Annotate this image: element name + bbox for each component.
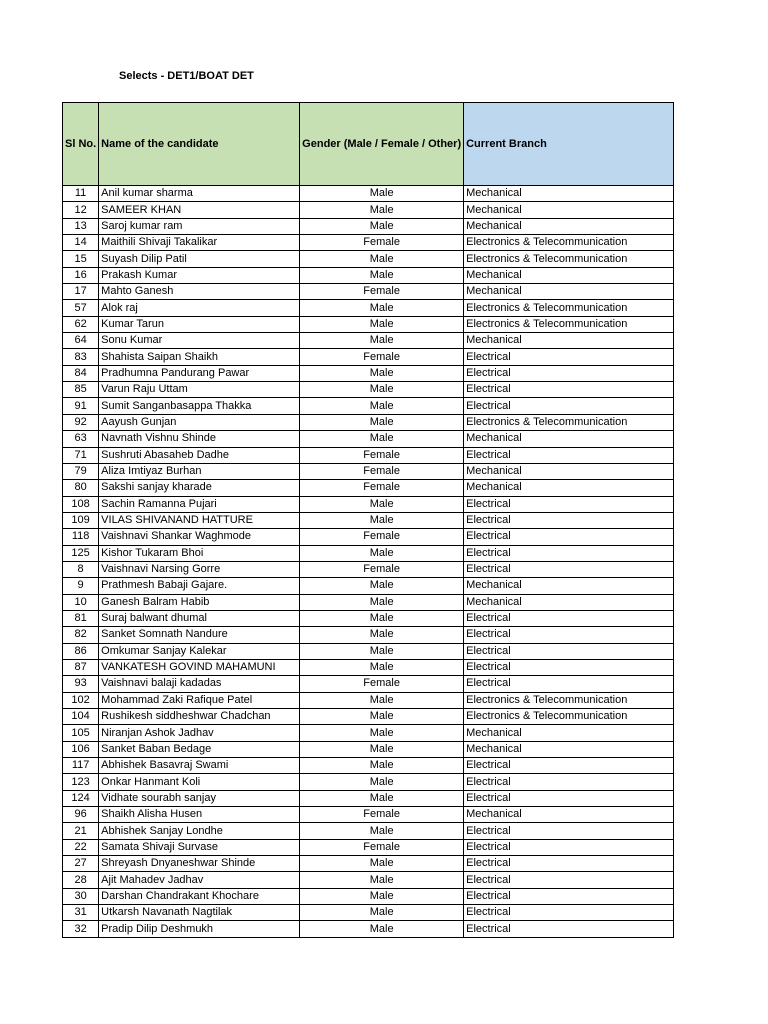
cell-gender: Male xyxy=(300,545,464,561)
cell-sl-no: 13 xyxy=(63,218,99,234)
table-row xyxy=(63,758,674,774)
cell-candidate-name: Sakshi sanjay kharade xyxy=(99,480,300,496)
cell-current-branch: Mechanical xyxy=(464,267,674,283)
cell-gender: Male xyxy=(300,627,464,643)
cell-gender: Female xyxy=(300,349,464,365)
table-row xyxy=(63,839,674,855)
table-row xyxy=(63,414,674,430)
cell-candidate-name: Saroj kumar ram xyxy=(99,218,300,234)
cell-candidate-name: Alok raj xyxy=(99,300,300,316)
cell-candidate-name: Sushruti Abasaheb Dadhe xyxy=(99,447,300,463)
cell-candidate-name: Utkarsh Navanath Nagtilak xyxy=(99,905,300,921)
cell-sl-no: 82 xyxy=(63,627,99,643)
cell-current-branch: Electrical xyxy=(464,758,674,774)
cell-candidate-name: Shaikh Alisha Husen xyxy=(99,807,300,823)
table-row xyxy=(63,888,674,904)
table-row xyxy=(63,202,674,218)
cell-current-branch: Mechanical xyxy=(464,725,674,741)
cell-sl-no: 32 xyxy=(63,921,99,937)
cell-gender: Female xyxy=(300,480,464,496)
header-sl-no: Sl No. xyxy=(63,103,99,186)
cell-gender: Male xyxy=(300,790,464,806)
table-row xyxy=(63,594,674,610)
table-row xyxy=(63,267,674,283)
cell-gender: Male xyxy=(300,365,464,381)
table-row xyxy=(63,235,674,251)
cell-sl-no: 91 xyxy=(63,398,99,414)
table-row xyxy=(63,300,674,316)
cell-sl-no: 81 xyxy=(63,610,99,626)
cell-gender: Male xyxy=(300,398,464,414)
cell-candidate-name: Shahista Saipan Shaikh xyxy=(99,349,300,365)
cell-candidate-name: VILAS SHIVANAND HATTURE xyxy=(99,512,300,528)
cell-candidate-name: Darshan Chandrakant Khochare xyxy=(99,888,300,904)
cell-current-branch: Electronics & Telecommunication xyxy=(464,709,674,725)
table-row xyxy=(63,349,674,365)
cell-candidate-name: Sachin Ramanna Pujari xyxy=(99,496,300,512)
cell-sl-no: 102 xyxy=(63,692,99,708)
cell-gender: Male xyxy=(300,872,464,888)
cell-current-branch: Electrical xyxy=(464,921,674,937)
cell-current-branch: Electrical xyxy=(464,610,674,626)
cell-current-branch: Electrical xyxy=(464,496,674,512)
cell-candidate-name: Sanket Baban Bedage xyxy=(99,741,300,757)
cell-current-branch: Mechanical xyxy=(464,741,674,757)
cell-gender: Male xyxy=(300,382,464,398)
table-row xyxy=(63,774,674,790)
cell-gender: Female xyxy=(300,676,464,692)
table-row xyxy=(63,529,674,545)
cell-candidate-name: Vaishnavi balaji kadadas xyxy=(99,676,300,692)
cell-gender: Male xyxy=(300,888,464,904)
cell-current-branch: Electrical xyxy=(464,545,674,561)
cell-sl-no: 10 xyxy=(63,594,99,610)
cell-gender: Male xyxy=(300,594,464,610)
cell-sl-no: 21 xyxy=(63,823,99,839)
cell-current-branch: Mechanical xyxy=(464,431,674,447)
cell-gender: Male xyxy=(300,856,464,872)
cell-sl-no: 93 xyxy=(63,676,99,692)
cell-gender: Male xyxy=(300,709,464,725)
cell-sl-no: 83 xyxy=(63,349,99,365)
cell-gender: Male xyxy=(300,774,464,790)
cell-gender: Male xyxy=(300,725,464,741)
cell-gender: Female xyxy=(300,284,464,300)
table-row xyxy=(63,512,674,528)
cell-sl-no: 22 xyxy=(63,839,99,855)
cell-sl-no: 84 xyxy=(63,365,99,381)
cell-candidate-name: Vaishnavi Shankar Waghmode xyxy=(99,529,300,545)
cell-gender: Male xyxy=(300,267,464,283)
cell-sl-no: 9 xyxy=(63,578,99,594)
cell-candidate-name: Omkumar Sanjay Kalekar xyxy=(99,643,300,659)
cell-current-branch: Mechanical xyxy=(464,284,674,300)
cell-gender: Male xyxy=(300,333,464,349)
cell-gender: Male xyxy=(300,218,464,234)
cell-gender: Male xyxy=(300,659,464,675)
cell-candidate-name: Ajit Mahadev Jadhav xyxy=(99,872,300,888)
table-row xyxy=(63,365,674,381)
cell-candidate-name: Samata Shivaji Survase xyxy=(99,839,300,855)
cell-sl-no: 108 xyxy=(63,496,99,512)
cell-current-branch: Mechanical xyxy=(464,594,674,610)
header-row xyxy=(63,103,674,186)
cell-current-branch: Electrical xyxy=(464,447,674,463)
cell-gender: Female xyxy=(300,463,464,479)
cell-sl-no: 64 xyxy=(63,333,99,349)
cell-current-branch: Electronics & Telecommunication xyxy=(464,414,674,430)
cell-sl-no: 15 xyxy=(63,251,99,267)
cell-gender: Male xyxy=(300,251,464,267)
cell-gender: Male xyxy=(300,610,464,626)
cell-current-branch: Electrical xyxy=(464,774,674,790)
table-row xyxy=(63,610,674,626)
cell-sl-no: 17 xyxy=(63,284,99,300)
cell-current-branch: Mechanical xyxy=(464,186,674,202)
table-row xyxy=(63,431,674,447)
cell-sl-no: 11 xyxy=(63,186,99,202)
cell-sl-no: 8 xyxy=(63,561,99,577)
cell-gender: Male xyxy=(300,414,464,430)
cell-current-branch: Electrical xyxy=(464,905,674,921)
cell-gender: Male xyxy=(300,758,464,774)
table-row xyxy=(63,480,674,496)
cell-candidate-name: Abhishek Sanjay Londhe xyxy=(99,823,300,839)
cell-candidate-name: Niranjan Ashok Jadhav xyxy=(99,725,300,741)
cell-candidate-name: Rushikesh siddheshwar Chadchan xyxy=(99,709,300,725)
table-row xyxy=(63,578,674,594)
cell-current-branch: Electrical xyxy=(464,676,674,692)
header-current-branch: Current Branch xyxy=(464,103,674,186)
cell-current-branch: Mechanical xyxy=(464,463,674,479)
table-row xyxy=(63,856,674,872)
table-row xyxy=(63,561,674,577)
cell-current-branch: Electrical xyxy=(464,561,674,577)
table-row xyxy=(63,398,674,414)
cell-current-branch: Electrical xyxy=(464,790,674,806)
cell-sl-no: 92 xyxy=(63,414,99,430)
cell-current-branch: Electrical xyxy=(464,823,674,839)
cell-sl-no: 124 xyxy=(63,790,99,806)
cell-candidate-name: Mohammad Zaki Rafique Patel xyxy=(99,692,300,708)
table-row xyxy=(63,284,674,300)
cell-current-branch: Electronics & Telecommunication xyxy=(464,235,674,251)
table-row xyxy=(63,725,674,741)
cell-candidate-name: Mahto Ganesh xyxy=(99,284,300,300)
cell-candidate-name: Sanket Somnath Nandure xyxy=(99,627,300,643)
cell-candidate-name: Aayush Gunjan xyxy=(99,414,300,430)
header-gender: Gender (Male / Female / Other) xyxy=(300,103,464,186)
cell-gender: Male xyxy=(300,431,464,447)
table-row xyxy=(63,496,674,512)
cell-sl-no: 106 xyxy=(63,741,99,757)
table-body xyxy=(63,186,674,938)
cell-current-branch: Electrical xyxy=(464,529,674,545)
cell-sl-no: 109 xyxy=(63,512,99,528)
cell-gender: Male xyxy=(300,578,464,594)
cell-gender: Male xyxy=(300,496,464,512)
cell-current-branch: Electrical xyxy=(464,382,674,398)
cell-candidate-name: Anil kumar sharma xyxy=(99,186,300,202)
cell-gender: Female xyxy=(300,235,464,251)
cell-sl-no: 16 xyxy=(63,267,99,283)
cell-sl-no: 123 xyxy=(63,774,99,790)
cell-gender: Male xyxy=(300,316,464,332)
cell-candidate-name: Aliza Imtiyaz Burhan xyxy=(99,463,300,479)
cell-candidate-name: Kishor Tukaram Bhoi xyxy=(99,545,300,561)
cell-sl-no: 79 xyxy=(63,463,99,479)
cell-candidate-name: SAMEER KHAN xyxy=(99,202,300,218)
cell-candidate-name: Prathmesh Babaji Gajare. xyxy=(99,578,300,594)
cell-sl-no: 117 xyxy=(63,758,99,774)
cell-current-branch: Mechanical xyxy=(464,333,674,349)
cell-sl-no: 87 xyxy=(63,659,99,675)
cell-current-branch: Electrical xyxy=(464,872,674,888)
cell-candidate-name: Kumar Tarun xyxy=(99,316,300,332)
table-row xyxy=(63,905,674,921)
cell-gender: Female xyxy=(300,839,464,855)
cell-current-branch: Mechanical xyxy=(464,578,674,594)
cell-candidate-name: Sumit Sanganbasappa Thakka xyxy=(99,398,300,414)
cell-current-branch: Electrical xyxy=(464,398,674,414)
table-row xyxy=(63,659,674,675)
candidates-table xyxy=(62,102,674,938)
cell-candidate-name: VANKATESH GOVIND MAHAMUNI xyxy=(99,659,300,675)
cell-current-branch: Electronics & Telecommunication xyxy=(464,251,674,267)
cell-current-branch: Electrical xyxy=(464,627,674,643)
cell-gender: Male xyxy=(300,643,464,659)
cell-sl-no: 63 xyxy=(63,431,99,447)
cell-gender: Female xyxy=(300,529,464,545)
table-row xyxy=(63,872,674,888)
cell-current-branch: Electrical xyxy=(464,856,674,872)
cell-candidate-name: Vaishnavi Narsing Gorre xyxy=(99,561,300,577)
cell-candidate-name: Shreyash Dnyaneshwar Shinde xyxy=(99,856,300,872)
header-name: Name of the candidate xyxy=(99,103,300,186)
cell-gender: Female xyxy=(300,561,464,577)
cell-current-branch: Electrical xyxy=(464,839,674,855)
cell-current-branch: Electronics & Telecommunication xyxy=(464,316,674,332)
cell-candidate-name: Suraj balwant dhumal xyxy=(99,610,300,626)
table-row xyxy=(63,921,674,937)
cell-gender: Male xyxy=(300,202,464,218)
cell-candidate-name: Suyash Dilip Patil xyxy=(99,251,300,267)
cell-sl-no: 96 xyxy=(63,807,99,823)
cell-sl-no: 62 xyxy=(63,316,99,332)
table-row xyxy=(63,186,674,202)
cell-current-branch: Electrical xyxy=(464,659,674,675)
table-row xyxy=(63,447,674,463)
cell-sl-no: 57 xyxy=(63,300,99,316)
table-row xyxy=(63,709,674,725)
cell-gender: Male xyxy=(300,741,464,757)
cell-candidate-name: Navnath Vishnu Shinde xyxy=(99,431,300,447)
table-row xyxy=(63,676,674,692)
table-row xyxy=(63,463,674,479)
cell-current-branch: Mechanical xyxy=(464,218,674,234)
cell-sl-no: 30 xyxy=(63,888,99,904)
cell-gender: Female xyxy=(300,447,464,463)
cell-gender: Male xyxy=(300,921,464,937)
cell-candidate-name: Ganesh Balram Habib xyxy=(99,594,300,610)
cell-current-branch: Electrical xyxy=(464,643,674,659)
table-row xyxy=(63,333,674,349)
table-row xyxy=(63,218,674,234)
cell-sl-no: 125 xyxy=(63,545,99,561)
cell-current-branch: Electrical xyxy=(464,365,674,381)
table-row xyxy=(63,627,674,643)
table-row xyxy=(63,807,674,823)
table-row xyxy=(63,316,674,332)
cell-sl-no: 14 xyxy=(63,235,99,251)
cell-gender: Male xyxy=(300,512,464,528)
table-row xyxy=(63,790,674,806)
cell-candidate-name: Prakash Kumar xyxy=(99,267,300,283)
cell-sl-no: 105 xyxy=(63,725,99,741)
cell-candidate-name: Onkar Hanmant Koli xyxy=(99,774,300,790)
cell-candidate-name: Vidhate sourabh sanjay xyxy=(99,790,300,806)
cell-current-branch: Electronics & Telecommunication xyxy=(464,692,674,708)
cell-sl-no: 85 xyxy=(63,382,99,398)
table-row xyxy=(63,251,674,267)
cell-candidate-name: Abhishek Basavraj Swami xyxy=(99,758,300,774)
table-row xyxy=(63,545,674,561)
cell-candidate-name: Varun Raju Uttam xyxy=(99,382,300,398)
cell-sl-no: 71 xyxy=(63,447,99,463)
table-row xyxy=(63,643,674,659)
cell-candidate-name: Maithili Shivaji Takalikar xyxy=(99,235,300,251)
cell-gender: Male xyxy=(300,186,464,202)
cell-gender: Female xyxy=(300,807,464,823)
table-row xyxy=(63,692,674,708)
cell-current-branch: Mechanical xyxy=(464,807,674,823)
cell-gender: Male xyxy=(300,905,464,921)
cell-sl-no: 12 xyxy=(63,202,99,218)
cell-candidate-name: Pradhumna Pandurang Pawar xyxy=(99,365,300,381)
cell-sl-no: 28 xyxy=(63,872,99,888)
cell-sl-no: 27 xyxy=(63,856,99,872)
cell-sl-no: 31 xyxy=(63,905,99,921)
cell-current-branch: Electrical xyxy=(464,349,674,365)
cell-candidate-name: Sonu Kumar xyxy=(99,333,300,349)
cell-current-branch: Electrical xyxy=(464,512,674,528)
table-row xyxy=(63,823,674,839)
table-row xyxy=(63,741,674,757)
cell-sl-no: 104 xyxy=(63,709,99,725)
cell-sl-no: 118 xyxy=(63,529,99,545)
cell-gender: Male xyxy=(300,823,464,839)
table-row xyxy=(63,382,674,398)
cell-current-branch: Electrical xyxy=(464,888,674,904)
document-title: Selects - DET1/BOAT DET xyxy=(119,70,254,82)
cell-sl-no: 86 xyxy=(63,643,99,659)
cell-gender: Male xyxy=(300,692,464,708)
cell-candidate-name: Pradip Dilip Deshmukh xyxy=(99,921,300,937)
cell-current-branch: Mechanical xyxy=(464,202,674,218)
cell-current-branch: Electronics & Telecommunication xyxy=(464,300,674,316)
cell-sl-no: 80 xyxy=(63,480,99,496)
cell-current-branch: Mechanical xyxy=(464,480,674,496)
cell-gender: Male xyxy=(300,300,464,316)
